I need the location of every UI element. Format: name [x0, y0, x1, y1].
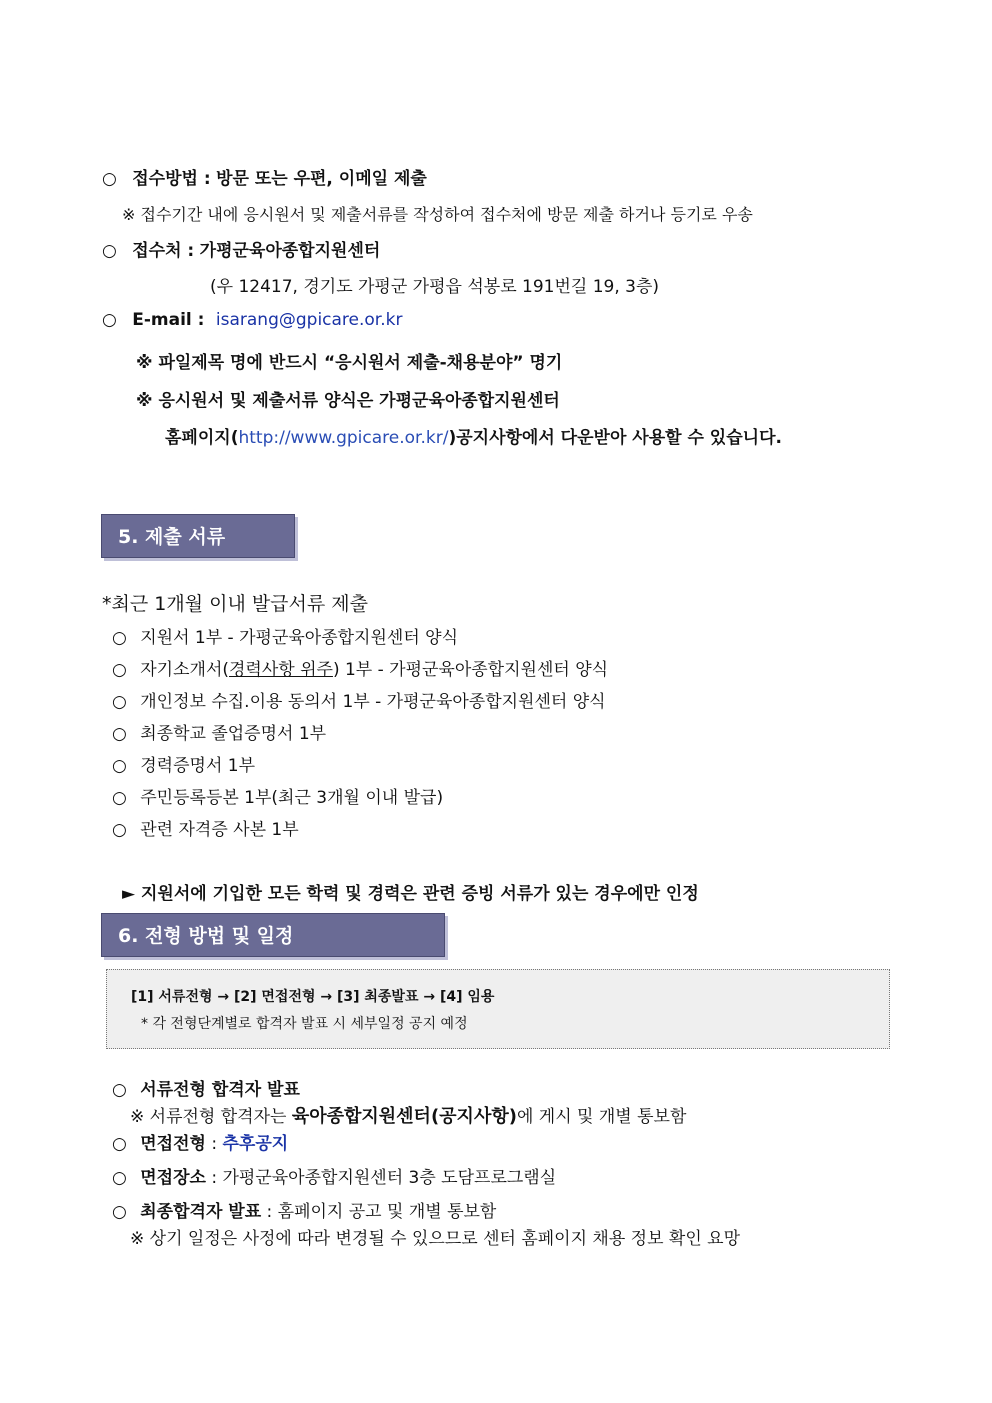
bullet: ○ — [112, 1080, 127, 1100]
section5-intro: *최근 1개월 이내 발급서류 제출 — [102, 593, 368, 615]
form-note-suffix: )공지사항에서 다운받아 사용할 수 있습니다. — [448, 428, 782, 448]
schedule-place-label: 면접장소 — [140, 1168, 206, 1188]
separator: : — [205, 1134, 223, 1154]
bullet: ○ — [112, 788, 127, 808]
bullet: ○ — [112, 820, 127, 840]
section6-header — [101, 913, 445, 957]
bullet: ○ — [112, 628, 127, 648]
doc-item-text: 주민등록등본 1부(최근 3개월 이내 발급) — [140, 788, 444, 808]
doc-item — [112, 655, 608, 680]
doc-note-text: 에 게시 및 개별 통보함 — [516, 1107, 687, 1127]
reception-email-note: ※ 파일제목 명에 반드시 “응시원서 제출-채용분야” 명기 — [136, 353, 563, 373]
schedule-interview-label: 면접전형 — [140, 1134, 206, 1154]
doc-item — [112, 719, 326, 744]
doc-item-text: ) 1부 - 가평군육아종합지원센터 양식 — [332, 660, 609, 680]
schedule-flow-box — [106, 969, 890, 1049]
section6-title: 6. 전형 방법 및 일정 — [118, 925, 294, 947]
section5-notice: ► 지원서에 기입한 모든 학력 및 경력은 관련 증빙 서류가 있는 경우에만 인정 — [122, 884, 699, 904]
schedule-interview-value: 추후공지 — [222, 1134, 289, 1154]
doc-item — [112, 623, 458, 648]
schedule-final-value: : 홈페이지 공고 및 개별 통보함 — [261, 1202, 497, 1222]
reception-address: (우 12417, 경기도 가평군 가평읍 석봉로 191번길 19, 3층) — [210, 277, 660, 297]
bullet: ○ — [112, 1168, 127, 1188]
doc-item-text: 경력증명서 1부 — [140, 756, 256, 776]
bullet: ○ — [112, 660, 127, 680]
reception-place-value: 가평군육아종합지원센터 — [199, 241, 381, 261]
schedule-interview — [112, 1129, 288, 1154]
doc-item — [112, 783, 443, 808]
reception-method-value: 방문 또는 우편, 이메일 제출 — [216, 169, 427, 189]
schedule-place-value: : 가평군육아종합지원센터 3층 도담프로그램실 — [205, 1168, 557, 1188]
schedule-place — [112, 1163, 556, 1188]
bullet: ○ — [112, 724, 127, 744]
reception-place — [102, 236, 380, 261]
reception-method-label: 접수방법 : — [132, 169, 211, 189]
doc-item-text: 자기소개서( — [140, 660, 229, 680]
form-note-prefix: 홈페이지( — [165, 428, 239, 448]
reception-email — [102, 310, 402, 330]
section5-title: 5. 제출 서류 — [118, 526, 226, 548]
bullet: ○ — [112, 756, 127, 776]
doc-item — [112, 815, 299, 840]
doc-note-text: ※ 서류전형 합격자는 — [130, 1107, 292, 1127]
bullet: ○ — [102, 310, 117, 330]
section5-header — [101, 514, 295, 558]
reception-form-note-line2 — [165, 423, 782, 448]
doc-item-text: 관련 자격증 사본 1부 — [140, 820, 299, 840]
doc-item — [112, 751, 255, 776]
reception-method — [102, 164, 427, 189]
schedule-doc-note — [130, 1102, 686, 1128]
bullet: ○ — [112, 1202, 127, 1222]
reception-email-label: E-mail : — [132, 310, 205, 330]
doc-item-text: 지원서 1부 - 가평군육아종합지원센터 양식 — [140, 628, 458, 648]
homepage-link[interactable]: http://www.gpicare.or.kr/ — [238, 428, 449, 448]
doc-note-emphasis: 육아종합지원센터(공지사항) — [291, 1106, 517, 1127]
doc-item — [112, 687, 606, 712]
schedule-doc-result — [112, 1075, 300, 1100]
schedule-final — [112, 1197, 496, 1222]
bullet: ○ — [102, 241, 117, 261]
schedule-doc-result-label: 서류전형 합격자 발표 — [140, 1080, 300, 1100]
bullet: ○ — [112, 692, 127, 712]
bullet: ○ — [112, 1134, 127, 1154]
doc-item-text: 최종학교 졸업증명서 1부 — [140, 724, 327, 744]
bullet: ○ — [102, 169, 117, 189]
doc-item-text: 개인정보 수집.이용 동의서 1부 - 가평군육아종합지원센터 양식 — [140, 692, 606, 712]
reception-email-link[interactable]: isarang@gpicare.or.kr — [215, 310, 403, 330]
doc-item-emphasis: 경력사항 위주 — [229, 660, 333, 680]
reception-place-label: 접수처 : — [132, 241, 195, 261]
schedule-flow: [1] 서류전형 → [2] 면접전형 → [3] 최종발표 → [4] 임용 — [131, 989, 495, 1005]
schedule-final-note: ※ 상기 일정은 사정에 따라 변경될 수 있으므로 센터 홈페이지 채용 정보 확인 요망 — [130, 1229, 740, 1249]
schedule-flow-note: * 각 전형단계별로 합격자 발표 시 세부일정 공지 예정 — [141, 1016, 468, 1032]
schedule-final-label: 최종합격자 발표 — [140, 1202, 262, 1222]
reception-method-note: ※ 접수기간 내에 응시원서 및 제출서류를 작성하여 접수처에 방문 제출 하거나 등기로 우송 — [122, 205, 753, 224]
reception-form-note: ※ 응시원서 및 제출서류 양식은 가평군육아종합지원센터 — [136, 391, 560, 411]
